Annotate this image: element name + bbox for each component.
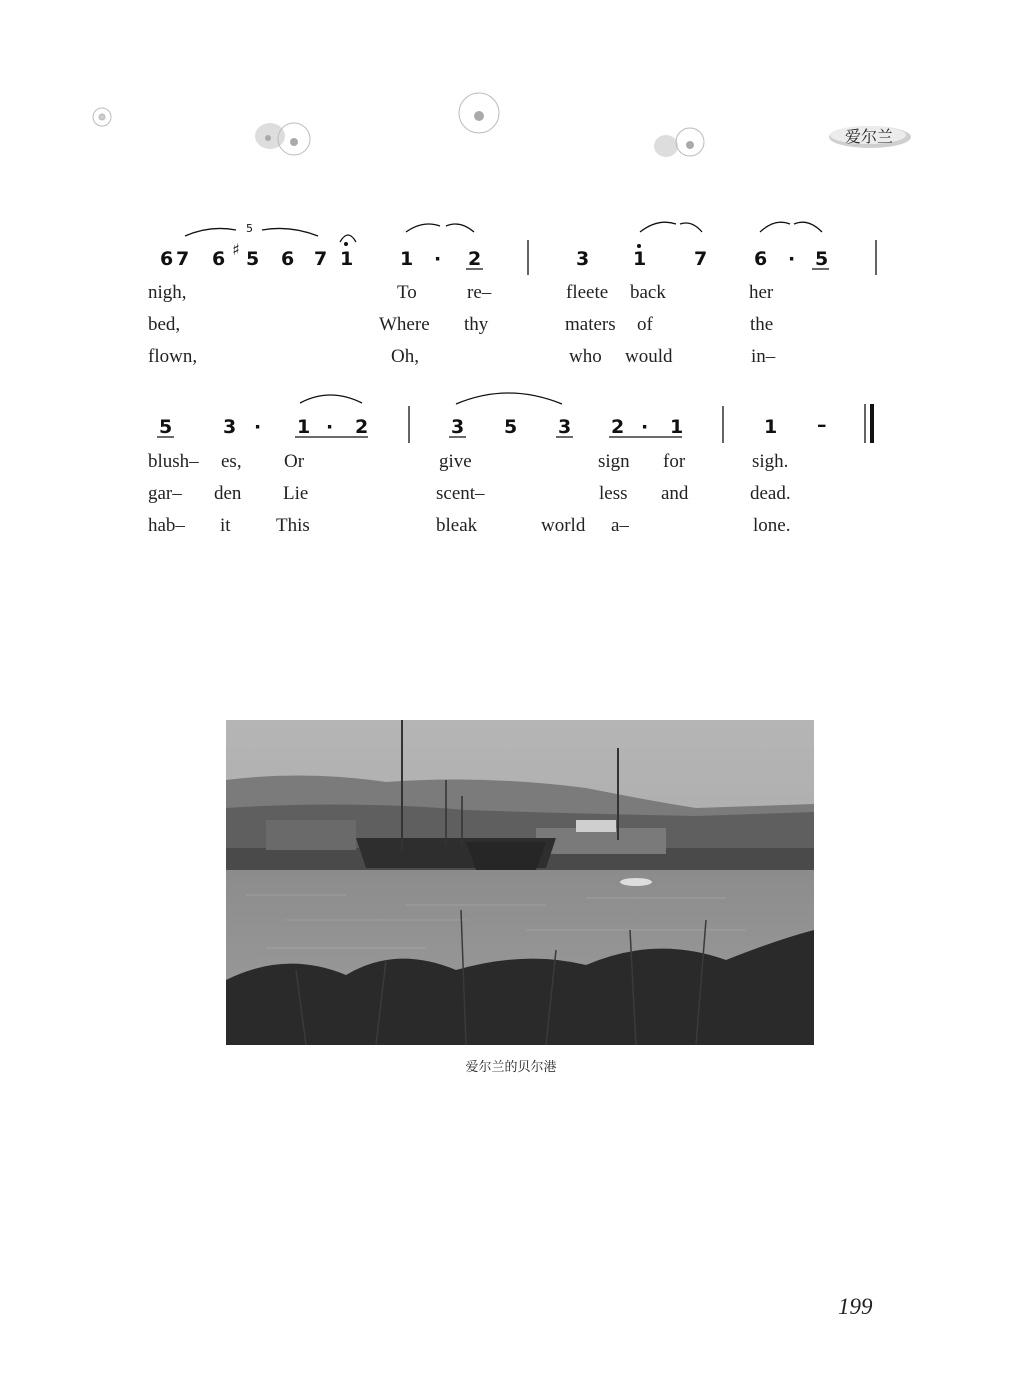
score-note: 2 xyxy=(468,248,482,270)
score-dot: · xyxy=(254,416,262,438)
lyric: would xyxy=(625,346,673,367)
lyric: Or xyxy=(284,451,305,472)
lyric: hab– xyxy=(148,515,185,536)
lyric: the xyxy=(750,314,774,335)
lyric: scent– xyxy=(436,483,485,504)
lyric: es, xyxy=(221,451,242,472)
chapter-tag: 爱尔兰 xyxy=(845,127,894,146)
lyric: nigh, xyxy=(148,282,187,303)
score-note: 1 xyxy=(400,248,414,270)
score-note: 1 xyxy=(633,248,647,270)
lyric: give xyxy=(439,451,472,472)
music-score xyxy=(0,0,1022,560)
score-note: 6 xyxy=(212,248,226,270)
score-note: 1 xyxy=(297,416,311,438)
lyric: thy xyxy=(464,314,489,335)
score-note: 5 xyxy=(815,248,829,270)
score-accidental: ♯ xyxy=(232,240,240,259)
lyric: in– xyxy=(751,346,776,367)
page-number: 199 xyxy=(838,1294,873,1319)
score-note: 3 xyxy=(223,416,237,438)
score-note: 2 xyxy=(611,416,625,438)
photo-caption: 爱尔兰的贝尔港 xyxy=(465,1060,557,1075)
score-note: 7 xyxy=(176,248,190,270)
score-note: 5 xyxy=(246,248,260,270)
score-dot: · xyxy=(326,416,334,438)
score-note: 1 xyxy=(670,416,684,438)
score-note: 3 xyxy=(451,416,465,438)
score-note: 7 xyxy=(314,248,328,270)
lyric: re– xyxy=(467,282,492,303)
lyric: lone. xyxy=(753,515,791,536)
harbour-photo xyxy=(226,720,814,1045)
score-note: 3 xyxy=(558,416,572,438)
score-dot: · xyxy=(641,416,649,438)
score-note: 1 xyxy=(764,416,778,438)
lyric: it xyxy=(220,515,231,536)
score-grace-note: 5 xyxy=(246,222,253,235)
score-note: 6 xyxy=(281,248,295,270)
lyric: sigh. xyxy=(752,451,789,472)
lyric: bed, xyxy=(148,314,181,335)
score-note: 7 xyxy=(694,248,708,270)
lyric: bleak xyxy=(436,515,478,536)
score-note: 5 xyxy=(159,416,173,438)
lyric: gar– xyxy=(148,483,182,504)
lyric: and xyxy=(661,483,689,504)
lyric: blush– xyxy=(148,451,199,472)
score-note: 3 xyxy=(576,248,590,270)
lyric: for xyxy=(663,451,686,472)
lyric: maters xyxy=(565,314,616,335)
lyric: sign xyxy=(598,451,630,472)
lyric: a– xyxy=(611,515,629,536)
lyric: back xyxy=(630,282,666,303)
score-note: 2 xyxy=(355,416,369,438)
lyric: world xyxy=(541,515,586,536)
lyric: dead. xyxy=(750,483,791,504)
score-dot: · xyxy=(434,248,442,270)
score-dash: – xyxy=(817,414,827,436)
score-note: 6 xyxy=(160,248,174,270)
lyric: her xyxy=(749,282,774,303)
score-note: 6 xyxy=(754,248,768,270)
score-note: 5 xyxy=(504,416,518,438)
lyric: less xyxy=(599,483,628,504)
lyric: who xyxy=(569,346,602,367)
score-note: 1 xyxy=(340,248,354,270)
lyric: of xyxy=(637,314,653,335)
lyric: den xyxy=(214,483,242,504)
lyric: fleete xyxy=(566,282,609,303)
lyric: This xyxy=(276,515,310,536)
lyric: Lie xyxy=(283,483,309,504)
score-dot: · xyxy=(788,248,796,270)
lyric: flown, xyxy=(148,346,198,367)
lyric: Where xyxy=(379,314,430,335)
lyric: Oh, xyxy=(391,346,419,367)
lyric: To xyxy=(397,282,417,303)
